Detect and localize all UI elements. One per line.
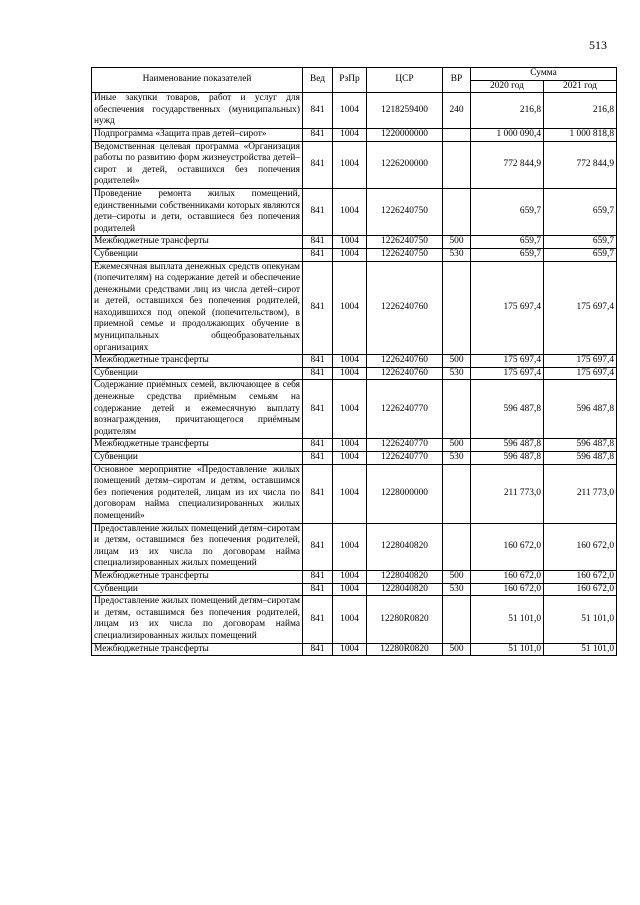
cell-vr — [443, 380, 471, 439]
cell-2021: 1 000 818,8 — [544, 128, 617, 141]
cell-csr: 1226240760 — [367, 367, 443, 380]
cell-name: Межбюджетные трансферты — [92, 439, 303, 452]
cell-name: Ежемесячная выплата денежных средств опекунам (попечителям) на содержание детей и обеспечение денежными средствами лиц из числа детей–сирот и детей, оставшихся без попечения родителей, находившихся под опекой (попечительством), в приемной семье и продолжающих обучение в муниципальных общеобразовательных организациях — [92, 261, 303, 355]
cell-vr: 530 — [443, 452, 471, 465]
cell-ved: 841 — [303, 583, 333, 596]
cell-ved: 841 — [303, 367, 333, 380]
cell-2021: 51 101,0 — [544, 596, 617, 643]
cell-csr: 1226240770 — [367, 439, 443, 452]
cell-csr: 1226240750 — [367, 188, 443, 235]
table-row — [92, 93, 617, 129]
cell-name: Основное мероприятие «Предоставление жилых помещений детям–сиротам и детям, оставшимся без попечения родителей, лицам из их числа по договорам найма специализированных жилых помещений» — [92, 464, 303, 523]
cell-vr: 500 — [443, 439, 471, 452]
cell-vr — [443, 128, 471, 141]
cell-csr: 1226240750 — [367, 236, 443, 249]
table-row — [92, 188, 617, 235]
table-row — [92, 596, 617, 643]
cell-rzpr: 1004 — [333, 93, 367, 129]
cell-2020: 211 773,0 — [471, 464, 544, 523]
cell-rzpr: 1004 — [333, 583, 367, 596]
cell-name: Субвенции — [92, 248, 303, 261]
cell-ved: 841 — [303, 93, 333, 129]
cell-vr — [443, 596, 471, 643]
cell-csr: 1226240770 — [367, 452, 443, 465]
header-rzpr: РзПр — [333, 68, 367, 93]
cell-csr: 1228040820 — [367, 570, 443, 583]
cell-2021: 175 697,4 — [544, 261, 617, 355]
cell-vr — [443, 261, 471, 355]
cell-2021: 160 672,0 — [544, 570, 617, 583]
cell-2021: 216,8 — [544, 93, 617, 129]
cell-name: Субвенции — [92, 367, 303, 380]
page-number: 513 — [589, 38, 607, 52]
cell-csr: 1226240760 — [367, 261, 443, 355]
header-row — [92, 68, 617, 81]
cell-2021: 659,7 — [544, 248, 617, 261]
cell-ved: 841 — [303, 643, 333, 656]
cell-vr: 530 — [443, 367, 471, 380]
cell-name: Межбюджетные трансферты — [92, 570, 303, 583]
cell-ved: 841 — [303, 596, 333, 643]
table-row — [92, 355, 617, 368]
cell-2020: 596 487,8 — [471, 380, 544, 439]
cell-ved: 841 — [303, 464, 333, 523]
cell-rzpr: 1004 — [333, 523, 367, 570]
header-year-2021: 2021 год — [544, 80, 617, 93]
cell-ved: 841 — [303, 248, 333, 261]
cell-vr: 500 — [443, 236, 471, 249]
cell-2021: 659,7 — [544, 236, 617, 249]
cell-name: Субвенции — [92, 583, 303, 596]
cell-2021: 175 697,4 — [544, 355, 617, 368]
cell-ved: 841 — [303, 141, 333, 188]
cell-2020: 51 101,0 — [471, 643, 544, 656]
header-year-2020: 2020 год — [471, 80, 544, 93]
cell-name: Межбюджетные трансферты — [92, 355, 303, 368]
table-row — [92, 248, 617, 261]
cell-2020: 596 487,8 — [471, 439, 544, 452]
cell-vr — [443, 523, 471, 570]
cell-2020: 160 672,0 — [471, 570, 544, 583]
cell-2021: 596 487,8 — [544, 439, 617, 452]
cell-rzpr: 1004 — [333, 236, 367, 249]
cell-2020: 772 844,9 — [471, 141, 544, 188]
cell-name: Межбюджетные трансферты — [92, 236, 303, 249]
cell-ved: 841 — [303, 570, 333, 583]
header-name: Наименование показателей — [92, 68, 303, 93]
cell-ved: 841 — [303, 261, 333, 355]
cell-2021: 160 672,0 — [544, 583, 617, 596]
cell-rzpr: 1004 — [333, 570, 367, 583]
cell-name: Содержание приёмных семей, включающее в себя денежные средства приёмным семьям на содержание детей и ежемесячную выплату вознаграждения, причитающегося приёмным родителям — [92, 380, 303, 439]
cell-rzpr: 1004 — [333, 380, 367, 439]
cell-vr: 530 — [443, 583, 471, 596]
cell-2020: 659,7 — [471, 236, 544, 249]
cell-ved: 841 — [303, 439, 333, 452]
table-row — [92, 643, 617, 656]
cell-rzpr: 1004 — [333, 596, 367, 643]
table-row — [92, 380, 617, 439]
header-vr: ВР — [443, 68, 471, 93]
cell-rzpr: 1004 — [333, 261, 367, 355]
header-sum: Сумма — [471, 68, 617, 81]
cell-rzpr: 1004 — [333, 439, 367, 452]
cell-name: Иные закупки товаров, работ и услуг для обеспечения государственных (муниципальных) нужд — [92, 93, 303, 129]
cell-name: Межбюджетные трансферты — [92, 643, 303, 656]
table-row — [92, 261, 617, 355]
cell-rzpr: 1004 — [333, 355, 367, 368]
header-csr: ЦСР — [367, 68, 443, 93]
cell-vr: 500 — [443, 643, 471, 656]
cell-2020: 216,8 — [471, 93, 544, 129]
cell-rzpr: 1004 — [333, 452, 367, 465]
cell-csr: 1228000000 — [367, 464, 443, 523]
cell-rzpr: 1004 — [333, 188, 367, 235]
cell-vr: 240 — [443, 93, 471, 129]
table-row — [92, 452, 617, 465]
cell-csr: 12280R0820 — [367, 596, 443, 643]
cell-2021: 211 773,0 — [544, 464, 617, 523]
cell-ved: 841 — [303, 236, 333, 249]
cell-vr — [443, 464, 471, 523]
cell-2021: 772 844,9 — [544, 141, 617, 188]
cell-name: Субвенции — [92, 452, 303, 465]
cell-name: Подпрограмма «Защита прав детей–сирот» — [92, 128, 303, 141]
cell-ved: 841 — [303, 188, 333, 235]
cell-name: Проведение ремонта жилых помещений, единственными собственниками которых являются дети–сироты и дети, оставшиеся без попечения родителей — [92, 188, 303, 235]
cell-csr: 1228040820 — [367, 583, 443, 596]
cell-2020: 175 697,4 — [471, 355, 544, 368]
cell-2020: 160 672,0 — [471, 583, 544, 596]
cell-ved: 841 — [303, 355, 333, 368]
cell-2020: 659,7 — [471, 248, 544, 261]
table-row — [92, 128, 617, 141]
cell-ved: 841 — [303, 452, 333, 465]
cell-rzpr: 1004 — [333, 643, 367, 656]
table-row — [92, 583, 617, 596]
cell-name: Предоставление жилых помещений детям–сиротам и детям, оставшимся без попечения родителей, лицам из их числа по договорам найма специализированных жилых помещений — [92, 596, 303, 643]
cell-rzpr: 1004 — [333, 141, 367, 188]
table-row — [92, 367, 617, 380]
cell-ved: 841 — [303, 523, 333, 570]
cell-2020: 1 000 090,4 — [471, 128, 544, 141]
cell-2021: 596 487,8 — [544, 380, 617, 439]
cell-2021: 160 672,0 — [544, 523, 617, 570]
cell-rzpr: 1004 — [333, 128, 367, 141]
cell-csr: 1220000000 — [367, 128, 443, 141]
table-row — [92, 236, 617, 249]
cell-name: Ведомственная целевая программа «Организация работы по развитию форм жизнеустройства детей–сирот и детей, оставшихся без попечения родителей» — [92, 141, 303, 188]
cell-vr — [443, 141, 471, 188]
cell-csr: 1228040820 — [367, 523, 443, 570]
cell-csr: 1226240770 — [367, 380, 443, 439]
cell-vr: 530 — [443, 248, 471, 261]
table-row — [92, 141, 617, 188]
cell-vr: 500 — [443, 355, 471, 368]
header-ved: Вед — [303, 68, 333, 93]
cell-csr: 1226240760 — [367, 355, 443, 368]
cell-2021: 659,7 — [544, 188, 617, 235]
cell-rzpr: 1004 — [333, 367, 367, 380]
cell-ved: 841 — [303, 128, 333, 141]
cell-csr: 1226240750 — [367, 248, 443, 261]
cell-ved: 841 — [303, 380, 333, 439]
cell-2021: 175 697,4 — [544, 367, 617, 380]
budget-table — [91, 67, 617, 656]
cell-2021: 596 487,8 — [544, 452, 617, 465]
cell-csr: 1226200000 — [367, 141, 443, 188]
table-row — [92, 570, 617, 583]
table-row — [92, 464, 617, 523]
cell-2020: 596 487,8 — [471, 452, 544, 465]
table-row — [92, 439, 617, 452]
table-row — [92, 523, 617, 570]
cell-rzpr: 1004 — [333, 248, 367, 261]
cell-vr: 500 — [443, 570, 471, 583]
cell-2020: 51 101,0 — [471, 596, 544, 643]
cell-name: Предоставление жилых помещений детям–сиротам и детям, оставшимся без попечения родителей, лицам из их числа по договорам найма специализированных жилых помещений — [92, 523, 303, 570]
cell-csr: 1218259400 — [367, 93, 443, 129]
cell-2021: 51 101,0 — [544, 643, 617, 656]
cell-csr: 12280R0820 — [367, 643, 443, 656]
cell-2020: 659,7 — [471, 188, 544, 235]
cell-2020: 175 697,4 — [471, 261, 544, 355]
cell-vr — [443, 188, 471, 235]
cell-2020: 175 697,4 — [471, 367, 544, 380]
cell-2020: 160 672,0 — [471, 523, 544, 570]
cell-rzpr: 1004 — [333, 464, 367, 523]
